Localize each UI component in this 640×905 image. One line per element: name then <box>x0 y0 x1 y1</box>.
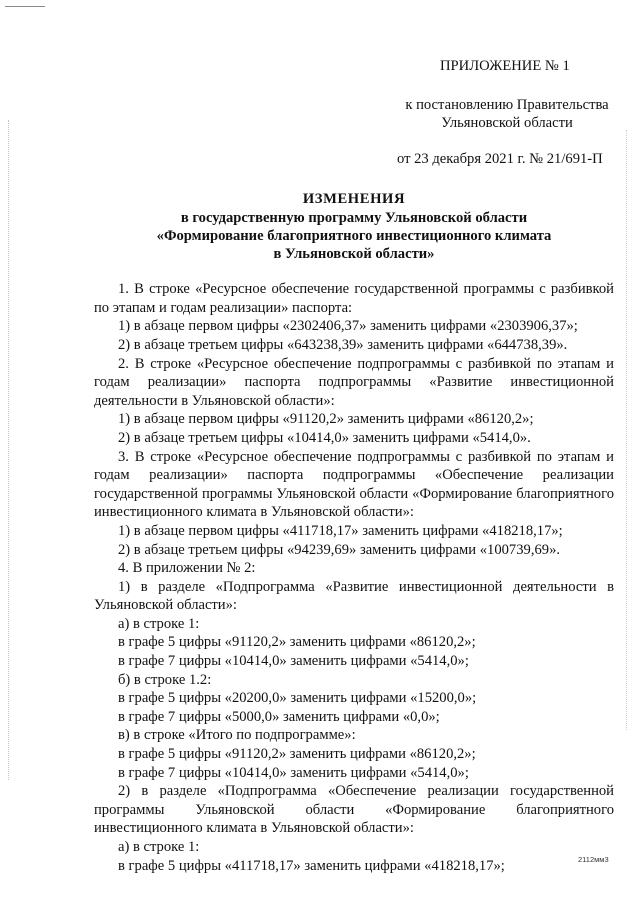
paragraph: 1) в абзаце первом цифры «2302406,37» заменить цифрами «2303906,37»; <box>118 318 578 335</box>
paragraph: 2) в абзаце третьем цифры «94239,69» заменить цифрами «100739,69». <box>118 541 561 558</box>
paragraph: б) в строке 1.2: <box>118 671 212 688</box>
resolution-line-2: Ульяновской области <box>441 115 573 132</box>
scan-right-edge <box>626 130 627 730</box>
paragraph: а) в строке 1: <box>118 615 200 632</box>
paragraph: в графе 7 цифры «5000,0» заменить цифрами «0,0»; <box>118 708 440 725</box>
paragraph: 2. В строке «Ресурсное обеспечение подпрограммы с разбивкой по этапам и годам реализации» паспорта подпрограммы «Развитие инвестиционной деятельности в Ульяновской области»: <box>94 355 614 409</box>
resolution-line-1: к постановлению Правительства <box>405 96 609 113</box>
scan-edge-mark <box>5 6 45 7</box>
document-title <box>94 190 614 263</box>
title-line-2: в государственную программу Ульяновской области <box>180 209 528 226</box>
paragraph: 1. В строке «Ресурсное обеспечение государственной программы с разбивкой по этапам и годам реализации» паспорта: <box>94 281 614 316</box>
paragraph: 2) в абзаце третьем цифры «10414,0» заменить цифрами «5414,0». <box>118 429 531 446</box>
scan-left-edge <box>8 120 9 780</box>
paragraph: 1) в абзаце первом цифры «411718,17» заменить цифрами «418218,17»; <box>118 522 563 539</box>
appendix-label: ПРИЛОЖЕНИЕ № 1 <box>440 58 570 74</box>
paragraph: в графе 5 цифры «20200,0» заменить цифрами «15200,0»; <box>118 690 477 707</box>
paragraph: 1) в разделе «Подпрограмма «Развитие инвестиционной деятельности в Ульяновской области»: <box>94 578 614 614</box>
title-line-3: «Формирование благоприятного инвестиционного климата <box>156 227 552 244</box>
footer-code: 2112мм3 <box>578 855 609 864</box>
paragraph: а) в строке 1: <box>118 839 200 855</box>
paragraph: в графе 7 цифры «10414,0» заменить цифрами «5414,0»; <box>118 764 469 781</box>
document-page <box>94 57 614 875</box>
title-line-4: в Ульяновской области» <box>273 245 435 262</box>
paragraph: в) в строке «Итого по подпрограмме»: <box>118 727 356 744</box>
paragraph: 4. В приложении № 2: <box>118 560 256 577</box>
resolution-reference <box>400 96 614 133</box>
paragraph: 1) в абзаце первом цифры «91120,2» заменить цифрами «86120,2»; <box>118 411 534 428</box>
resolution-date-number: от 23 декабря 2021 г. № 21/691-П <box>397 150 603 167</box>
document-body <box>94 280 614 875</box>
paragraph: в графе 5 цифры «91120,2» заменить цифрами «86120,2»; <box>118 746 476 763</box>
title-line-1: ИЗМЕНЕНИЯ <box>302 191 406 208</box>
paragraph: 2) в абзаце третьем цифры «643238,39» заменить цифрами «644738,39». <box>118 336 568 353</box>
paragraph: в графе 5 цифры «411718,17» заменить цифрами «418218,17»; <box>118 857 505 874</box>
paragraph: 3. В строке «Ресурсное обеспечение подпрограммы с разбивкой по этапам и годам реализации» паспорта подпрограммы «Обеспечение реализации государственной программы Ульяновской области «Формирование благоприятного инвестиционного климата в Ульяновской области»: <box>94 448 614 521</box>
paragraph: в графе 5 цифры «91120,2» заменить цифрами «86120,2»; <box>118 634 476 651</box>
paragraph: 2) в разделе «Подпрограмма «Обеспечение реализации государственной программы Ульяновской области «Формирование благоприятного инвестиционного климата в Ульяновской области»: <box>94 783 614 837</box>
paragraph: в графе 7 цифры «10414,0» заменить цифрами «5414,0»; <box>118 653 469 670</box>
